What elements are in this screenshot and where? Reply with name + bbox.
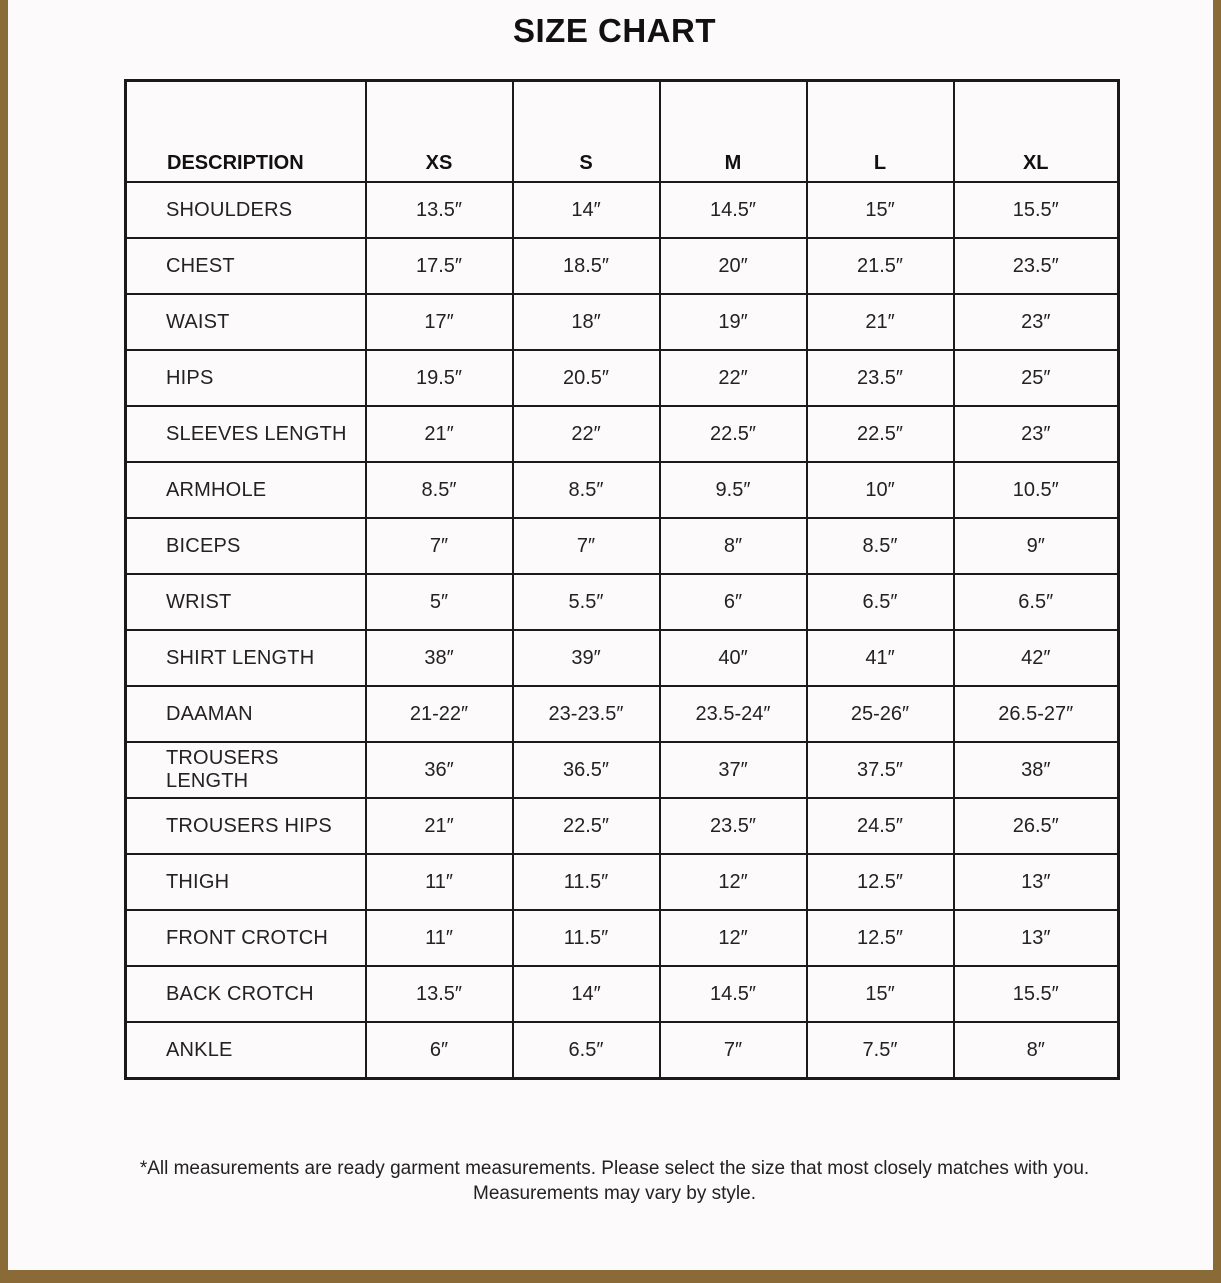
xs-cell: 17″ — [366, 294, 513, 350]
description-cell: HIPS — [126, 350, 366, 406]
xs-cell: 17.5″ — [366, 238, 513, 294]
xl-cell: 15.5″ — [954, 182, 1119, 238]
xs-cell: 8.5″ — [366, 462, 513, 518]
description-cell: TROUSERS LENGTH — [126, 742, 366, 798]
s-cell: 20.5″ — [513, 350, 660, 406]
l-cell: 24.5″ — [807, 798, 954, 854]
m-cell: 19″ — [660, 294, 807, 350]
m-cell: 14.5″ — [660, 966, 807, 1022]
m-cell: 22″ — [660, 350, 807, 406]
l-cell: 15″ — [807, 966, 954, 1022]
xl-cell: 9″ — [954, 518, 1119, 574]
footnote-line-1: *All measurements are ready garment measurements. Please select the size that most closely matches with you. — [139, 1158, 1090, 1179]
l-cell: 23.5″ — [807, 350, 954, 406]
footnote-line-2: Measurements may vary by style. — [473, 1183, 756, 1204]
xl-cell: 15.5″ — [954, 966, 1119, 1022]
description-cell: ANKLE — [126, 1022, 366, 1079]
xs-cell: 11″ — [366, 910, 513, 966]
table-row — [126, 518, 1119, 574]
xl-cell: 8″ — [954, 1022, 1119, 1079]
table-row — [126, 238, 1119, 294]
table-row — [126, 182, 1119, 238]
xl-cell: 42″ — [954, 630, 1119, 686]
s-cell: 11.5″ — [513, 910, 660, 966]
description-cell: SHOULDERS — [126, 182, 366, 238]
description-cell: BICEPS — [126, 518, 366, 574]
s-cell: 18.5″ — [513, 238, 660, 294]
table-row — [126, 462, 1119, 518]
table-row — [126, 742, 1119, 798]
table-row — [126, 910, 1119, 966]
s-cell: 11.5″ — [513, 854, 660, 910]
s-cell: 22.5″ — [513, 798, 660, 854]
m-cell: 6″ — [660, 574, 807, 630]
description-cell: CHEST — [126, 238, 366, 294]
xl-cell: 23″ — [954, 406, 1119, 462]
xl-cell: 26.5″ — [954, 798, 1119, 854]
m-cell: 22.5″ — [660, 406, 807, 462]
xs-cell: 21-22″ — [366, 686, 513, 742]
header-description: DESCRIPTION — [126, 81, 366, 183]
m-cell: 9.5″ — [660, 462, 807, 518]
m-cell: 37″ — [660, 742, 807, 798]
xl-cell: 26.5-27″ — [954, 686, 1119, 742]
s-cell: 14″ — [513, 182, 660, 238]
l-cell: 6.5″ — [807, 574, 954, 630]
header-size-s: S — [513, 81, 660, 183]
footnote — [8, 1156, 1221, 1206]
xl-cell: 13″ — [954, 910, 1119, 966]
table-row — [126, 686, 1119, 742]
xs-cell: 21″ — [366, 798, 513, 854]
table-row — [126, 406, 1119, 462]
l-cell: 15″ — [807, 182, 954, 238]
s-cell: 5.5″ — [513, 574, 660, 630]
s-cell: 39″ — [513, 630, 660, 686]
m-cell: 12″ — [660, 854, 807, 910]
s-cell: 14″ — [513, 966, 660, 1022]
l-cell: 8.5″ — [807, 518, 954, 574]
m-cell: 23.5″ — [660, 798, 807, 854]
xs-cell: 5″ — [366, 574, 513, 630]
l-cell: 25-26″ — [807, 686, 954, 742]
l-cell: 12.5″ — [807, 910, 954, 966]
xs-cell: 38″ — [366, 630, 513, 686]
description-cell: WAIST — [126, 294, 366, 350]
xl-cell: 38″ — [954, 742, 1119, 798]
header-size-xl: XL — [954, 81, 1119, 183]
xs-cell: 36″ — [366, 742, 513, 798]
s-cell: 6.5″ — [513, 1022, 660, 1079]
table-row — [126, 574, 1119, 630]
xs-cell: 13.5″ — [366, 966, 513, 1022]
xl-cell: 6.5″ — [954, 574, 1119, 630]
s-cell: 36.5″ — [513, 742, 660, 798]
table-body — [126, 182, 1119, 1079]
table-row — [126, 630, 1119, 686]
table-row — [126, 854, 1119, 910]
xl-cell: 25″ — [954, 350, 1119, 406]
page-title: SIZE CHART — [513, 12, 716, 49]
m-cell: 23.5-24″ — [660, 686, 807, 742]
xl-cell: 13″ — [954, 854, 1119, 910]
s-cell: 8.5″ — [513, 462, 660, 518]
description-cell: FRONT CROTCH — [126, 910, 366, 966]
l-cell: 21″ — [807, 294, 954, 350]
l-cell: 41″ — [807, 630, 954, 686]
table-row — [126, 294, 1119, 350]
description-cell: SHIRT LENGTH — [126, 630, 366, 686]
l-cell: 12.5″ — [807, 854, 954, 910]
description-cell: THIGH — [126, 854, 366, 910]
description-cell: ARMHOLE — [126, 462, 366, 518]
m-cell: 8″ — [660, 518, 807, 574]
xs-cell: 6″ — [366, 1022, 513, 1079]
xs-cell: 21″ — [366, 406, 513, 462]
l-cell: 37.5″ — [807, 742, 954, 798]
header-row — [126, 81, 1119, 183]
l-cell: 10″ — [807, 462, 954, 518]
description-cell: WRIST — [126, 574, 366, 630]
header-size-xs: XS — [366, 81, 513, 183]
table-row — [126, 966, 1119, 1022]
description-cell: TROUSERS HIPS — [126, 798, 366, 854]
l-cell: 21.5″ — [807, 238, 954, 294]
s-cell: 18″ — [513, 294, 660, 350]
xs-cell: 13.5″ — [366, 182, 513, 238]
m-cell: 7″ — [660, 1022, 807, 1079]
size-chart-table — [124, 79, 1120, 1080]
table-row — [126, 1022, 1119, 1079]
m-cell: 40″ — [660, 630, 807, 686]
header-size-l: L — [807, 81, 954, 183]
xl-cell: 10.5″ — [954, 462, 1119, 518]
xl-cell: 23.5″ — [954, 238, 1119, 294]
s-cell: 22″ — [513, 406, 660, 462]
table-row — [126, 350, 1119, 406]
description-cell: BACK CROTCH — [126, 966, 366, 1022]
s-cell: 7″ — [513, 518, 660, 574]
xs-cell: 11″ — [366, 854, 513, 910]
m-cell: 14.5″ — [660, 182, 807, 238]
header-size-m: M — [660, 81, 807, 183]
xl-cell: 23″ — [954, 294, 1119, 350]
l-cell: 7.5″ — [807, 1022, 954, 1079]
xs-cell: 19.5″ — [366, 350, 513, 406]
xs-cell: 7″ — [366, 518, 513, 574]
m-cell: 12″ — [660, 910, 807, 966]
m-cell: 20″ — [660, 238, 807, 294]
description-cell: DAAMAN — [126, 686, 366, 742]
description-cell: SLEEVES LENGTH — [126, 406, 366, 462]
s-cell: 23-23.5″ — [513, 686, 660, 742]
table-row — [126, 798, 1119, 854]
l-cell: 22.5″ — [807, 406, 954, 462]
